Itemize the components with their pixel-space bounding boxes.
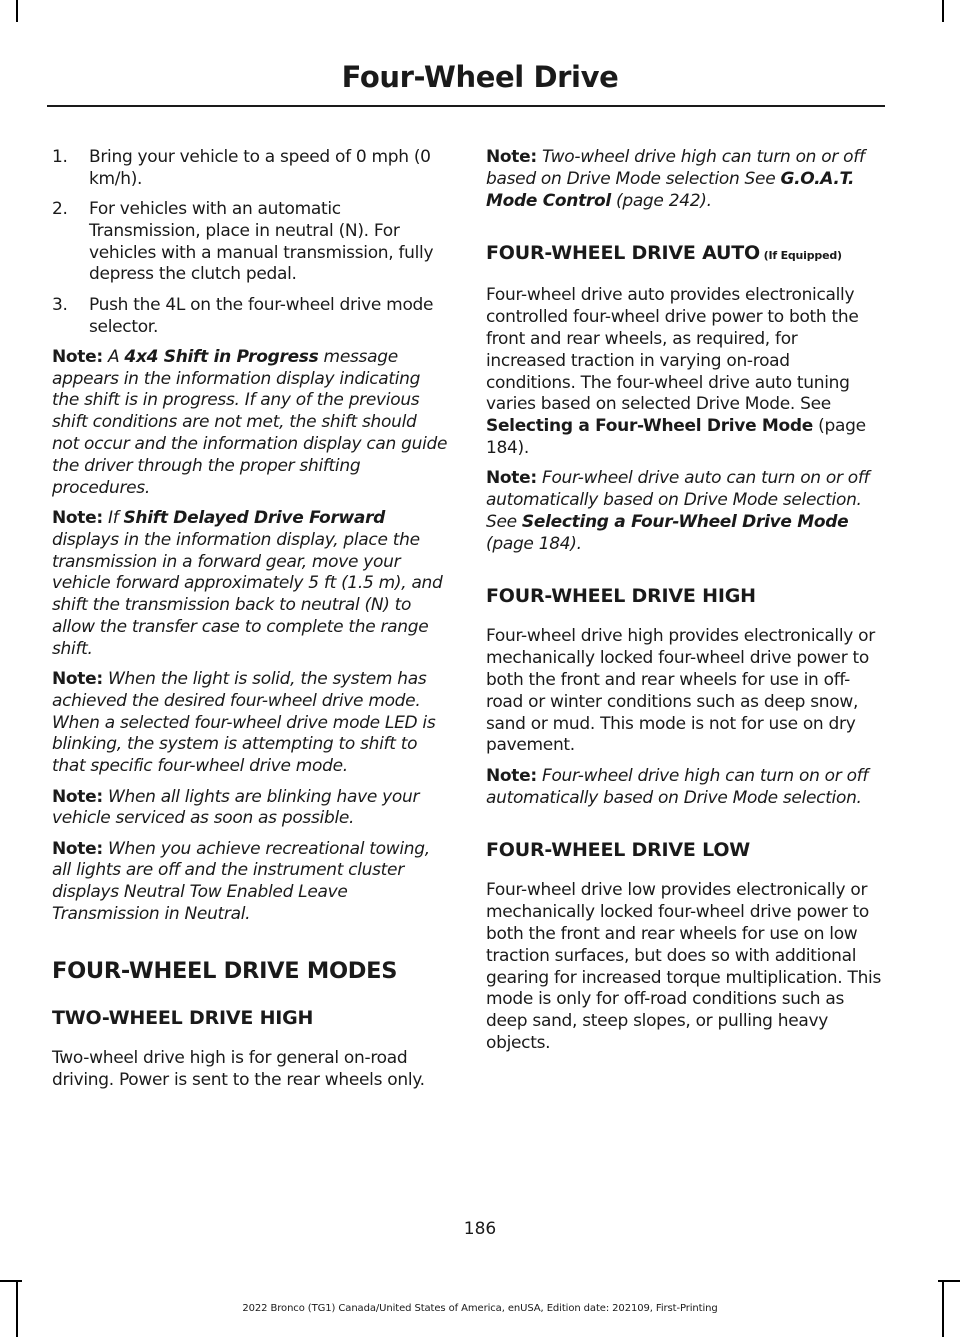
subheading-two-wheel-high: TWO-WHEEL DRIVE HIGH [52, 1006, 314, 1029]
note-text: A [102, 346, 125, 367]
step-number: 1. [52, 147, 68, 167]
footer-edition-info: 2022 Bronco (TG1) Canada/United States of America, enUSA, Edition date: 202109, First-Printing [242, 1303, 718, 1314]
note-light-solid [52, 669, 448, 778]
note-label: Note: [486, 468, 537, 489]
note-text: Four-wheel drive auto can turn on or off automatically based on Drive Mode selection. See [486, 468, 870, 532]
paragraph-two-wheel-high: Two-wheel drive high is for general on-road driving. Power is sent to the rear wheels only. [52, 1047, 425, 1090]
left-column [52, 147, 448, 1100]
page-title: Four-Wheel Drive [341, 60, 619, 94]
note-goat-mode [486, 147, 882, 212]
step-number: 3. [52, 294, 68, 315]
note-text: displays in the information display, place the transmission in a forward gear, move your vehicle forward approximately 5 ft (1.5 m), and shift the transmission back to neutral (N) to allow the transfer case to complete the range shift. [52, 529, 443, 659]
note-label: Note: [52, 507, 103, 528]
section-heading-modes: FOUR-WHEEL DRIVE MODES [52, 957, 398, 984]
subheading-four-wheel-high: FOUR-WHEEL DRIVE HIGH [486, 585, 756, 608]
right-column [486, 147, 882, 1063]
note-label: Note: [52, 838, 103, 859]
note-label: Note: [486, 765, 537, 786]
crop-mark-top-right [942, 0, 944, 22]
note-text: (page 242). [610, 190, 712, 211]
note-text: If [102, 507, 124, 528]
message-name: Shift Delayed Drive Forward [123, 507, 386, 528]
page-number: 186 [463, 1219, 497, 1239]
note-text: (page 184). [486, 533, 582, 554]
paragraph-four-wheel-low: Four-wheel drive low provides electronically or mechanically locked four-wheel drive power to both the front and rear wheels for use on low traction surfaces, but does so with additional gearing for increased torque multiplication. This mode is only for off-road conditions such as deep sand, steep slopes, or pulling heavy objects. [486, 880, 882, 1053]
step-text: Bring your vehicle to a speed of 0 mph (0 km/h). [89, 147, 431, 189]
note-shift-delayed [52, 508, 448, 661]
note-text: When all lights are blinking have your vehicle serviced as soon as possible. [52, 786, 420, 829]
note-shift-in-progress [52, 347, 448, 500]
heading-text: FOUR-WHEEL DRIVE AUTO [486, 242, 760, 265]
list-item [52, 295, 448, 339]
cross-reference-link[interactable]: Selecting a Four-Wheel Drive Mode [486, 416, 814, 437]
note-label: Note: [486, 147, 537, 167]
note-four-wheel-auto [486, 468, 882, 555]
step-text: Push the 4L on the four-wheel drive mode selector. [89, 294, 434, 337]
note-four-wheel-high [486, 766, 882, 810]
paragraph-four-wheel-high: Four-wheel drive high provides electronically or mechanically locked four-wheel drive power to both the front and rear wheels for use in off-road or winter conditions such as deep snow, sand or mud. This mode is not for use on dry pavement. [486, 626, 875, 756]
note-text: Four-wheel drive high can turn on or off automatically based on Drive Mode selection. [486, 765, 869, 808]
cross-reference-link[interactable]: Selecting a Four-Wheel Drive Mode [521, 511, 849, 532]
step-list [52, 147, 448, 338]
note-recreational-towing [52, 839, 448, 926]
note-text: When you achieve recreational towing, all lights are off and the instrument cluster displays Neutral Tow Enabled Leave Transmission in Neutral. [52, 838, 430, 924]
note-text: When the light is solid, the system has achieved the desired four-wheel drive mode. When a selected four-wheel drive mode LED is blinking, the system is attempting to shift to that specific four-wheel drive mode. [52, 669, 436, 777]
step-number: 2. [52, 199, 68, 220]
cross-reference-link[interactable]: G.O.A.T. Mode Control [486, 168, 855, 211]
note-lights-blinking [52, 787, 448, 831]
list-item [52, 147, 448, 191]
list-item [52, 199, 448, 286]
paragraph-text: Four-wheel drive auto provides electronically controlled four-wheel drive power to both the front and rear wheels, as required, for increased traction in varying on-road conditions. The four-wheel drive auto tuning varies based on selected Drive Mode. See [486, 285, 859, 415]
paragraph-text: (page 184). [486, 416, 866, 458]
note-label: Note: [52, 346, 103, 367]
note-text: message appears in the information display indicating the shift is in progress. If any of the previous shift conditions are not met, the shift should not occur and the information display can guide the driver through the proper shifting procedures. [52, 346, 448, 498]
step-text: For vehicles with an automatic Transmission, place in neutral (N). For vehicles with a manual transmission, fully depress the clutch pedal. [89, 199, 434, 285]
subheading-four-wheel-auto [486, 238, 882, 271]
note-label: Note: [52, 786, 103, 807]
crop-mark-bottom-left [0, 1280, 22, 1282]
paragraph-four-wheel-auto [486, 285, 882, 459]
subheading-four-wheel-low: FOUR-WHEEL DRIVE LOW [486, 839, 751, 862]
note-label: Note: [52, 669, 103, 690]
crop-mark-top-left [16, 0, 18, 22]
header-divider [47, 105, 885, 107]
heading-qualifier: (If Equipped) [760, 249, 842, 263]
note-text: Two-wheel drive high can turn on or off based on Drive Mode selection See [486, 147, 865, 189]
message-name: 4x4 Shift in Progress [124, 346, 319, 367]
